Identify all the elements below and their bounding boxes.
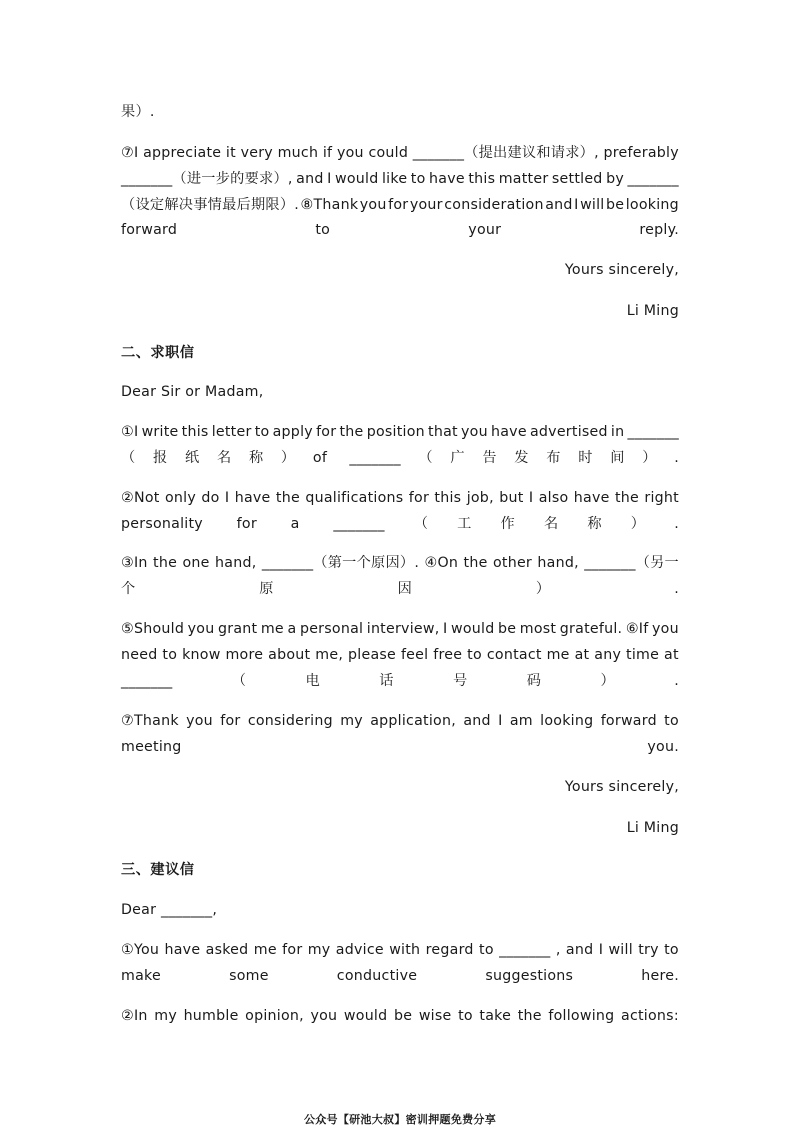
word: need	[121, 646, 158, 663]
word: would	[451, 621, 495, 637]
word: if	[322, 145, 333, 161]
section-heading: 二、求职信	[121, 345, 195, 361]
word: ①I	[121, 424, 139, 440]
word: hand,	[215, 555, 257, 571]
word: and	[296, 170, 324, 187]
word: right	[644, 490, 679, 506]
page-footer: 公众号【研池大叔】密训押题免费分享	[303, 1113, 497, 1126]
word: for	[220, 713, 241, 729]
word: ③In	[121, 555, 148, 571]
word: to	[410, 170, 426, 187]
text-line: _______（电话号码）.	[121, 672, 679, 689]
word: for	[316, 424, 337, 440]
word: considering	[247, 713, 333, 729]
word: my	[154, 1008, 177, 1024]
word: my	[340, 713, 363, 729]
text-line: meeting you.	[121, 738, 679, 755]
word: hand,	[537, 555, 579, 571]
word: regard	[425, 942, 474, 958]
word: job,	[466, 490, 494, 506]
word: me	[253, 942, 277, 958]
word: with	[389, 942, 421, 958]
word: consideration	[444, 196, 544, 213]
paragraph-5	[121, 617, 679, 694]
word: more	[225, 646, 264, 663]
text-line	[121, 1004, 679, 1030]
word: to	[664, 942, 679, 958]
word: time	[626, 646, 660, 663]
word: to	[664, 713, 679, 729]
word: you	[359, 196, 387, 213]
word: also	[538, 490, 569, 506]
word: _______（另一	[584, 555, 679, 571]
word: have	[164, 942, 201, 958]
word: could	[368, 145, 409, 161]
word: any	[594, 646, 622, 663]
word: _______	[499, 942, 551, 958]
word: matter	[498, 170, 549, 187]
word: following	[548, 1008, 615, 1024]
word: ⑧Thank	[300, 196, 359, 213]
word: to	[162, 646, 178, 663]
word: would	[343, 1008, 388, 1024]
word: I	[574, 196, 579, 213]
paragraph-7	[121, 709, 679, 761]
word: do	[201, 490, 220, 506]
text-line	[121, 193, 679, 219]
word: preferably	[603, 145, 679, 161]
word: you	[652, 621, 679, 637]
word: my	[307, 942, 331, 958]
word: me	[546, 646, 570, 663]
word: please	[348, 646, 397, 663]
word: be	[393, 1008, 413, 1024]
word: have	[491, 424, 527, 440]
word: the	[614, 490, 640, 506]
text-line	[121, 709, 679, 735]
word: but	[499, 490, 524, 506]
word: this	[468, 170, 496, 187]
word: about	[268, 646, 311, 663]
signature: Li Ming	[626, 820, 679, 836]
word: take	[479, 1008, 512, 1024]
text-line	[121, 617, 679, 643]
text-line: Dear _______,	[121, 902, 218, 918]
paragraph-1	[121, 938, 679, 990]
word: ⑦I	[121, 145, 139, 161]
word: ⑥If	[625, 621, 649, 637]
paragraph-fragment	[121, 100, 679, 126]
word: most	[519, 621, 557, 637]
word: ,	[555, 942, 561, 958]
word: the	[275, 490, 300, 506]
closing: Yours sincerely,	[564, 262, 679, 278]
word: advice	[335, 942, 384, 958]
signature: Li Ming	[626, 303, 679, 319]
word: that	[428, 424, 458, 440]
word: I	[443, 621, 448, 637]
word: interview,	[366, 621, 440, 637]
word: ①You	[121, 942, 160, 958]
paragraph-1	[121, 420, 679, 472]
word: try	[638, 942, 659, 958]
word: wise	[418, 1008, 452, 1024]
word: letter	[211, 424, 252, 440]
word: to	[467, 646, 482, 663]
word: will	[608, 942, 633, 958]
word: know	[182, 646, 221, 663]
paragraph-7-complaint	[121, 141, 679, 244]
paragraph-2	[121, 1004, 679, 1030]
word: other	[492, 555, 533, 571]
word: position	[366, 424, 425, 440]
word: ⑦Thank	[121, 713, 179, 729]
text-line: personality for a _______（工作名称）.	[121, 515, 679, 532]
word: me,	[315, 646, 344, 663]
word: very	[240, 145, 273, 161]
section-heading: 三、建议信	[121, 862, 195, 878]
word: _______（第一个原因）.	[261, 555, 420, 571]
word: I	[327, 170, 332, 187]
salutation	[121, 898, 679, 924]
text-line: 个原因）.	[121, 580, 679, 597]
word: by	[606, 170, 624, 187]
word: I	[224, 490, 230, 506]
text-line: Dear Sir or Madam,	[121, 384, 264, 400]
word: and	[463, 713, 491, 729]
word: forward	[600, 713, 657, 729]
word: appreciate	[143, 145, 222, 161]
text-line	[121, 486, 679, 512]
word: _______	[627, 170, 679, 187]
word: I	[528, 490, 534, 506]
word: have	[573, 490, 610, 506]
text-line	[121, 420, 679, 446]
word: grant	[217, 621, 258, 637]
word: ⑤Should	[121, 621, 185, 637]
closing: Yours sincerely,	[564, 779, 679, 795]
word: feel	[400, 646, 429, 663]
word: the	[339, 424, 364, 440]
word: apply	[272, 424, 313, 440]
word: contact	[486, 646, 542, 663]
word: free	[433, 646, 463, 663]
word: it	[225, 145, 236, 161]
word: you	[310, 1008, 338, 1024]
word: settled	[551, 170, 603, 187]
word: be	[498, 621, 517, 637]
word: opinion,	[245, 1008, 304, 1024]
word: looking	[540, 713, 594, 729]
word: am	[509, 713, 533, 729]
text-line	[121, 141, 679, 167]
word: （设定解决事情最后期限）.	[121, 196, 300, 213]
word: will	[580, 196, 605, 213]
word: to	[254, 424, 270, 440]
word: to	[479, 942, 494, 958]
word: at	[574, 646, 590, 663]
word: _______	[627, 424, 679, 440]
word: in	[610, 424, 625, 440]
word: you	[336, 145, 364, 161]
text-line: forward to your reply.	[121, 222, 679, 239]
word: write	[141, 424, 179, 440]
word: humble	[183, 1008, 239, 1024]
salutation	[121, 380, 679, 406]
text-line: 果）.	[121, 104, 155, 120]
word: this	[181, 424, 209, 440]
word: personal	[299, 621, 364, 637]
word: and	[545, 196, 573, 213]
word: at	[664, 646, 679, 663]
word: your	[409, 196, 443, 213]
word: the	[517, 1008, 542, 1024]
word: and	[565, 942, 594, 958]
word: application,	[370, 713, 456, 729]
word: _______（提出建议和请求）,	[412, 145, 599, 161]
word: you	[461, 424, 488, 440]
word: asked	[205, 942, 249, 958]
word: this	[434, 490, 462, 506]
text-line	[121, 643, 679, 669]
word: looking	[625, 196, 679, 213]
word: be	[605, 196, 625, 213]
word: grateful.	[559, 621, 623, 637]
text-line	[121, 551, 679, 577]
word: to	[458, 1008, 473, 1024]
word: ②In	[121, 1008, 148, 1024]
text-line	[121, 167, 679, 193]
word: like	[381, 170, 408, 187]
word: a	[287, 621, 297, 637]
word: for	[408, 490, 430, 506]
word: me	[260, 621, 284, 637]
text-line: make some conductive suggestions here.	[121, 967, 679, 984]
word: the	[153, 555, 178, 571]
word: have	[234, 490, 271, 506]
word: I	[598, 942, 604, 958]
word: much	[277, 145, 319, 161]
word: advertised	[529, 424, 608, 440]
word: the	[463, 555, 488, 571]
word: only	[164, 490, 196, 506]
word: have	[429, 170, 465, 187]
word: one	[182, 555, 210, 571]
word: you	[186, 713, 213, 729]
word: _______（进一步的要求）,	[121, 170, 293, 187]
word: for	[388, 196, 409, 213]
paragraph-3	[121, 551, 679, 603]
word: ④On	[424, 555, 459, 571]
word: you	[187, 621, 215, 637]
word: qualifications	[305, 490, 404, 506]
word: for	[282, 942, 303, 958]
word: ②Not	[121, 490, 160, 506]
word: would	[335, 170, 379, 187]
text-line: （报纸名称）of _______（广告发布时间）.	[121, 449, 679, 466]
paragraph-2	[121, 486, 679, 538]
word: actions:	[621, 1008, 679, 1024]
text-line	[121, 938, 679, 964]
word: I	[498, 713, 503, 729]
